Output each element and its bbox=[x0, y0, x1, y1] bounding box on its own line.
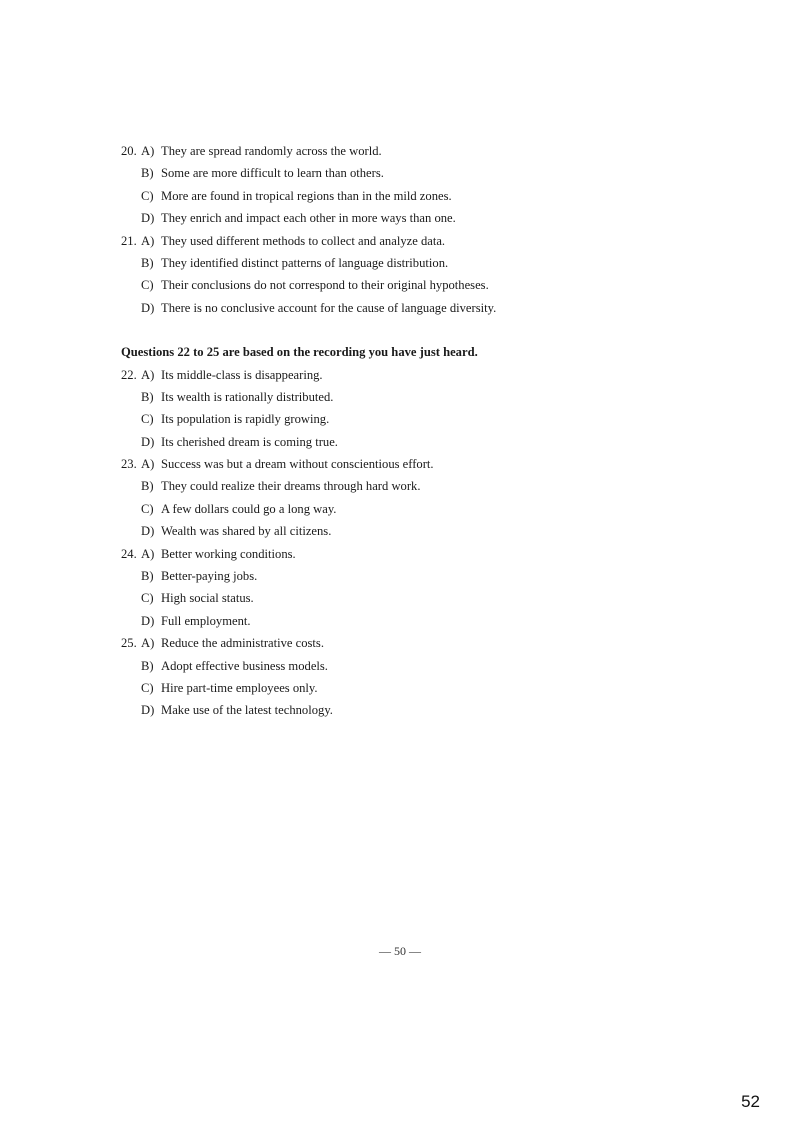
option-letter: C) bbox=[141, 680, 154, 695]
option-line bbox=[121, 274, 741, 296]
option-text: There is no conclusive account for the cause of language diversity. bbox=[161, 300, 497, 315]
option-letter: D) bbox=[141, 524, 155, 539]
question-group-22-25 bbox=[121, 364, 741, 722]
option-text: Success was but a dream without conscientious effort. bbox=[161, 457, 434, 472]
option-text: Better-paying jobs. bbox=[161, 569, 258, 584]
option-text: They used different methods to collect and analyze data. bbox=[161, 233, 446, 248]
option-letter: C) bbox=[141, 278, 154, 293]
option-line bbox=[121, 207, 741, 229]
option-text: Full employment. bbox=[161, 613, 251, 628]
option-line bbox=[121, 252, 741, 274]
question-number: 23. bbox=[121, 457, 137, 472]
question-line-first-option bbox=[121, 632, 741, 654]
option-text: Their conclusions do not correspond to their original hypotheses. bbox=[161, 278, 489, 293]
option-text: Reduce the administrative costs. bbox=[161, 636, 324, 651]
option-line bbox=[121, 587, 741, 609]
option-text: More are found in tropical regions than in the mild zones. bbox=[161, 188, 452, 203]
option-line bbox=[121, 431, 741, 453]
option-letter: D) bbox=[141, 211, 155, 226]
question-line-first-option bbox=[121, 230, 741, 252]
option-text: Its cherished dream is coming true. bbox=[161, 434, 338, 449]
option-letter: C) bbox=[141, 188, 154, 203]
option-line bbox=[121, 386, 741, 408]
option-letter: A) bbox=[141, 144, 155, 158]
question-group-20-21 bbox=[121, 140, 741, 319]
option-letter: B) bbox=[141, 479, 154, 494]
option-text: High social status. bbox=[161, 591, 254, 606]
option-text: Its middle-class is disappearing. bbox=[161, 367, 323, 382]
option-letter: A) bbox=[141, 233, 155, 248]
option-text: Some are more difficult to learn than others. bbox=[161, 166, 384, 181]
option-text: Make use of the latest technology. bbox=[161, 703, 333, 718]
option-letter: A) bbox=[141, 457, 155, 472]
option-letter: D) bbox=[141, 434, 155, 449]
option-line bbox=[121, 610, 741, 632]
option-line bbox=[121, 677, 741, 699]
option-letter: D) bbox=[141, 703, 155, 718]
option-line bbox=[121, 655, 741, 677]
option-text: They are spread randomly across the world. bbox=[161, 144, 382, 158]
question-content bbox=[121, 140, 741, 722]
option-text: They enrich and impact each other in more ways than one. bbox=[161, 211, 456, 226]
question-number: 22. bbox=[121, 367, 137, 382]
question-line-first-option bbox=[121, 140, 741, 162]
option-letter: C) bbox=[141, 591, 154, 606]
option-text: Its wealth is rationally distributed. bbox=[161, 389, 334, 404]
option-letter: A) bbox=[141, 636, 155, 651]
option-line bbox=[121, 297, 741, 319]
option-letter: B) bbox=[141, 389, 154, 404]
page-number: 52 bbox=[741, 1092, 760, 1111]
option-text: A few dollars could go a long way. bbox=[161, 501, 337, 516]
question-number: 25. bbox=[121, 636, 137, 651]
option-letter: A) bbox=[141, 546, 155, 561]
option-text: Hire part-time employees only. bbox=[161, 680, 318, 695]
section-heading: Questions 22 to 25 are based on the recording you have just heard. bbox=[121, 345, 478, 360]
question-line-first-option bbox=[121, 453, 741, 475]
question-line-first-option bbox=[121, 364, 741, 386]
option-text: They could realize their dreams through hard work. bbox=[161, 479, 421, 494]
page-footer: — 50 — bbox=[379, 944, 421, 958]
question-number: 20. bbox=[121, 144, 137, 158]
option-letter: B) bbox=[141, 658, 154, 673]
option-line bbox=[121, 520, 741, 542]
option-text: Adopt effective business models. bbox=[161, 658, 328, 673]
option-line bbox=[121, 699, 741, 721]
option-line bbox=[121, 185, 741, 207]
option-letter: C) bbox=[141, 501, 154, 516]
option-letter: B) bbox=[141, 166, 154, 181]
question-number: 21. bbox=[121, 233, 137, 248]
option-letter: B) bbox=[141, 255, 154, 270]
option-letter: A) bbox=[141, 367, 155, 382]
option-line bbox=[121, 498, 741, 520]
question-number: 24. bbox=[121, 546, 137, 561]
option-line bbox=[121, 408, 741, 430]
option-text: Wealth was shared by all citizens. bbox=[161, 524, 332, 539]
option-letter: D) bbox=[141, 300, 155, 315]
section-gap bbox=[121, 319, 741, 341]
option-letter: C) bbox=[141, 412, 154, 427]
option-text: They identified distinct patterns of language distribution. bbox=[161, 255, 449, 270]
option-letter: D) bbox=[141, 613, 155, 628]
option-line bbox=[121, 162, 741, 184]
question-line-first-option bbox=[121, 543, 741, 565]
option-line bbox=[121, 565, 741, 587]
option-text: Its population is rapidly growing. bbox=[161, 412, 330, 427]
option-text: Better working conditions. bbox=[161, 546, 296, 561]
option-line bbox=[121, 475, 741, 497]
option-letter: B) bbox=[141, 569, 154, 584]
